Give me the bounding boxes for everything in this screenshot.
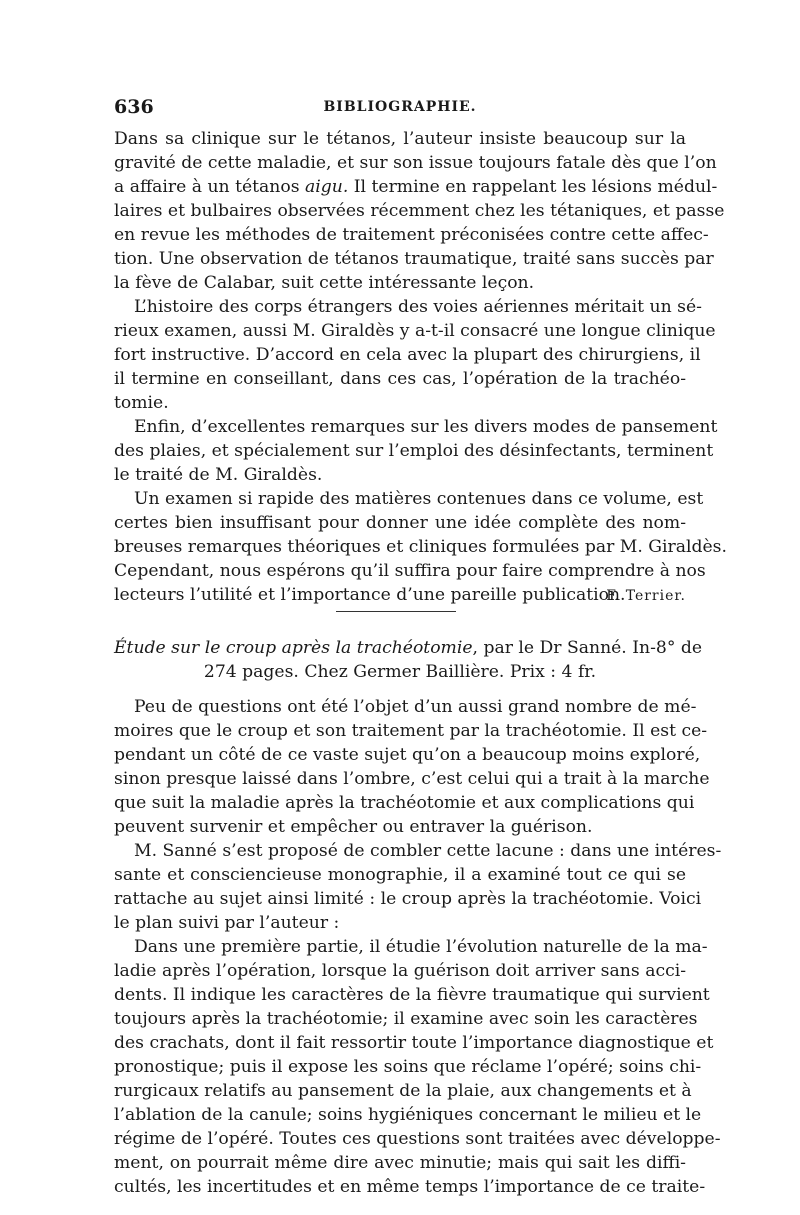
italic-word: aigu. bbox=[305, 177, 349, 197]
text-line: L’histoire des corps étrangers des voies aériennes méritait un sé- bbox=[134, 297, 702, 317]
running-head bbox=[114, 96, 686, 122]
section-divider bbox=[336, 611, 456, 612]
text-line: ment, on pourrait même dire avec minutie; mais qui sait les diffi- bbox=[114, 1153, 686, 1173]
text-line: breuses remarques théoriques et cliniques formulées par M. Giraldès. bbox=[114, 537, 727, 557]
text-line: Dans une première partie, il étudie l’évolution naturelle de la ma- bbox=[134, 937, 708, 957]
text-line: lecteurs l’utilité et l’importance d’une pareille publication. bbox=[114, 585, 626, 605]
review-title: Étude sur le croup après la trachéotomie bbox=[114, 638, 473, 658]
text-line: sante et consciencieuse monographie, il a examiné tout ce qui se bbox=[114, 865, 686, 885]
text-line: rieux examen, aussi M. Giraldès y a-t-il consacré une longue clinique bbox=[114, 321, 716, 341]
text-line: dents. Il indique les caractères de la fièvre traumatique qui survient bbox=[114, 985, 710, 1005]
text-line: Peu de questions ont été l’objet d’un aussi grand nombre de mé- bbox=[134, 697, 697, 717]
text-line: fort instructive. D’accord en cela avec la plupart des chirurgiens, il bbox=[114, 345, 701, 365]
text-line: pendant un côté de ce vaste sujet qu’on a beaucoup moins exploré, bbox=[114, 745, 701, 765]
text-line: Dans sa clinique sur le tétanos, l’auteur insiste beaucoup sur la bbox=[114, 129, 686, 149]
text-line: tomie. bbox=[114, 393, 169, 413]
text-line: régime de l’opéré. Toutes ces questions sont traitées avec développe- bbox=[114, 1129, 721, 1149]
text-line: pronostique; puis il expose les soins que réclame l’opéré; soins chi- bbox=[114, 1057, 702, 1077]
text-line: cultés, les incertitudes et en même temps l’importance de ce traite- bbox=[114, 1177, 706, 1197]
text-line: toujours après la trachéotomie; il examine avec soin les caractères bbox=[114, 1009, 698, 1029]
header-title: BIBLIOGRAPHIE. bbox=[323, 99, 477, 115]
text-line: rattache au sujet ainsi limité : le croup après la trachéotomie. Voici bbox=[114, 889, 702, 909]
text-line: laires et bulbaires observées récemment chez les tétaniques, et passe bbox=[114, 201, 725, 221]
text-line: Un examen si rapide des matières contenues dans ce volume, est bbox=[134, 489, 704, 509]
text-line: M. Sanné s’est proposé de combler cette lacune : dans une intéres- bbox=[134, 841, 722, 861]
text-line: Enfin, d’excellentes remarques sur les divers modes de pansement bbox=[134, 417, 718, 437]
text-span: a affaire à un tétanos bbox=[114, 177, 306, 197]
text-line: ladie après l’opération, lorsque la guérison doit arriver sans acci- bbox=[114, 961, 686, 981]
text-line: moires que le croup et son traitement par la trachéotomie. Il est ce- bbox=[114, 721, 708, 741]
text-line: la fève de Calabar, suit cette intéressante leçon. bbox=[114, 273, 535, 293]
text-line: Cependant, nous espérons qu’il suffira pour faire comprendre à nos bbox=[114, 561, 706, 581]
text-line: des crachats, dont il fait ressortir toute l’importance diagnostique et bbox=[114, 1033, 714, 1053]
text-line: que suit la maladie après la trachéotomie et aux complications qui bbox=[114, 793, 695, 813]
text-line: sinon presque laissé dans l’ombre, c’est celui qui a trait à la marche bbox=[114, 769, 710, 789]
review-title-rest: , par le Dr Sanné. In-8° de bbox=[472, 638, 703, 658]
review-heading-line bbox=[114, 636, 703, 660]
text-line: en revue les méthodes de traitement préconisées contre cette affec- bbox=[114, 225, 709, 245]
text-line bbox=[114, 175, 718, 199]
author-signature: F. Terrier. bbox=[606, 588, 686, 604]
text-line: il termine en conseillant, dans ces cas, l’opération de la trachéo- bbox=[114, 369, 686, 389]
text-line: gravité de cette maladie, et sur son issue toujours fatale dès que l’on bbox=[114, 153, 717, 173]
text-line: l’ablation de la canule; soins hygiéniques concernant le milieu et le bbox=[114, 1105, 702, 1125]
text-line: tion. Une observation de tétanos traumatique, traité sans succès par bbox=[114, 249, 714, 269]
text-line: des plaies, et spécialement sur l’emploi des désinfectants, terminent bbox=[114, 441, 714, 461]
text-line: peuvent survenir et empêcher ou entraver la guérison. bbox=[114, 817, 593, 837]
review-heading-line-2: 274 pages. Chez Germer Baillière. Prix : 4 fr. bbox=[203, 662, 597, 682]
text-line: rurgicaux relatifs au pansement de la plaie, aux changements et à bbox=[114, 1081, 692, 1101]
text-line: le traité de M. Giraldès. bbox=[114, 465, 323, 485]
page-number: 636 bbox=[114, 96, 154, 118]
text-line: le plan suivi par l’auteur : bbox=[114, 913, 340, 933]
text-span: Il termine en rappelant les lésions médul- bbox=[348, 177, 718, 197]
text-line: certes bien insuffisant pour donner une idée complète des nom- bbox=[114, 513, 686, 533]
